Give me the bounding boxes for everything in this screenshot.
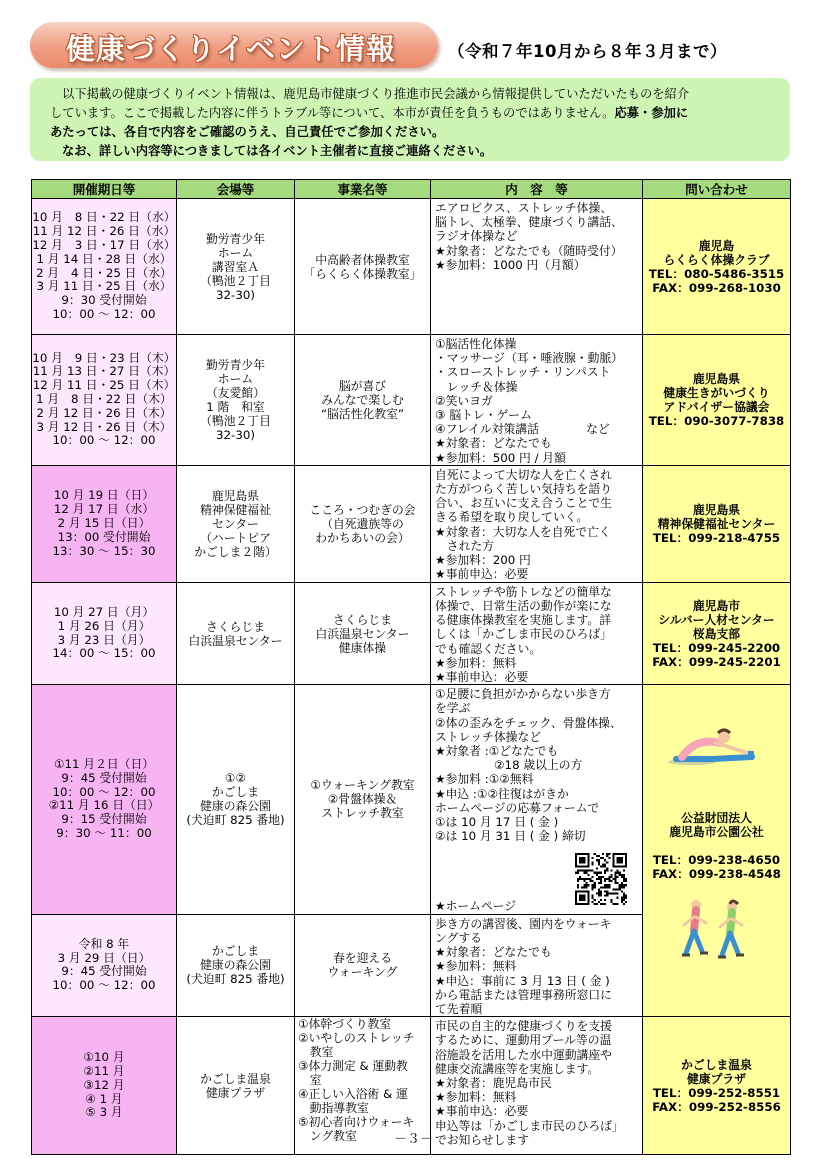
r1-content-line: ④フレイル対策講話 など <box>435 422 610 437</box>
r1-dates-line: 10 月 9 日・23 日（木） <box>32 350 176 365</box>
r5-content-line: 歩き方の講習後、園内をウォーキ <box>435 916 612 931</box>
r6-name-line: ④正しい入浴術 & 運 <box>298 1087 408 1102</box>
r5-dates-line: 3 月 29 日（日） <box>57 950 151 965</box>
r4-dates-line: 9：30 ～ 11：00 <box>56 826 152 841</box>
notice-line-2 <box>50 104 776 123</box>
r5-content-line: ★申込：事前に 3 月 13 日 ( 金 ) <box>435 973 610 988</box>
r0-name-line: 中高齢者体操教室 <box>315 252 410 267</box>
event-name-cell <box>295 465 431 582</box>
contact-cell <box>643 685 791 1017</box>
event-name-cell <box>295 582 431 684</box>
r4-content-line: を学ぶ <box>435 701 471 716</box>
qr-code-icon[interactable] <box>575 853 627 905</box>
r4-content-line: ①は 10 月 17 日 ( 金 ) <box>435 815 559 830</box>
r5-content-line: から電話または管理事務所窓口に <box>435 987 612 1002</box>
r4-content-line: ②18 歳以上の方 <box>435 758 583 773</box>
r1-venue-line: 勤労青少年 <box>206 357 265 372</box>
r2-dates-line: 10 月 19 日（日） <box>53 488 155 503</box>
r1-contact-line: 健康生きがいづくり <box>663 385 770 400</box>
r4-dates-line: 9：15 受付開始 <box>61 812 147 827</box>
header-event-name: 事業名等 <box>295 180 431 199</box>
r3-content-line: しくは「かごしま市民のひろば」 <box>435 627 612 642</box>
r6-content-line: でお知らせします <box>435 1132 530 1147</box>
r1-contact-line: 鹿児島県 <box>692 371 741 386</box>
r3-dates-line: 14：00 ～ 15：00 <box>52 646 156 661</box>
r3-name-line: 白浜温泉センター <box>315 626 410 641</box>
r5-name-line: ウォーキング <box>327 965 398 980</box>
r0-content-line: ★対象者：どなたでも（随時受付） <box>435 243 623 258</box>
r3-name-line: 健康体操 <box>338 640 387 655</box>
r0-dates-line: 3 月 11 日・25 日（水） <box>36 279 172 294</box>
r5-dates-line: 10：00 ～ 12：00 <box>52 978 156 993</box>
r2-contact-line: 鹿児島県 <box>692 502 741 517</box>
r2-dates-line: 13：00 受付開始 <box>57 529 151 544</box>
date-cell <box>32 465 177 582</box>
r0-dates-line: 9：30 受付開始 <box>61 293 147 308</box>
r3-content-line: ストレッチや筋トレなどの簡単な <box>435 584 612 599</box>
title-banner <box>30 22 438 74</box>
r2-content-line: された方 <box>435 538 494 553</box>
r3-contact-line: FAX：099-245-2201 <box>652 654 781 669</box>
venue-cell <box>177 582 295 684</box>
r0-contact-line: TEL：080-5486-3515 <box>648 266 785 281</box>
r1-dates-line: 12 月 11 日・25 日（木） <box>32 378 176 393</box>
r5-content-line: ★対象者：どなたでも <box>435 945 552 960</box>
notice-line-2a: しています。ここで掲載した内容に伴うトラブル等について、本市が責任を負うものではありません。 <box>50 106 615 120</box>
r1-venue-line: 1 階 和室 <box>206 399 265 414</box>
venue-cell <box>177 465 295 582</box>
r2-contact-line: TEL：099-218-4755 <box>652 530 781 545</box>
r4-dates-line: 10：00 ～ 12：00 <box>52 784 156 799</box>
r5-content-line: ★参加料：無料 <box>435 959 517 974</box>
r4-dates-line: 9：45 受付開始 <box>61 770 147 785</box>
r2-contact-line: 精神保健福祉センター <box>657 516 776 531</box>
r6-name-line: ング教室 <box>298 1129 357 1144</box>
date-cell <box>32 582 177 684</box>
r1-content-line: ①脳活性化体操 <box>435 337 517 351</box>
r6-content-line: 健康交流講座等を実施します。 <box>435 1061 600 1076</box>
contact-cell <box>643 582 791 684</box>
r4-content-line: ②は 10 月 31 日 ( 金 ) 締切 <box>435 829 586 844</box>
r1-dates-line: 2 月 12 日・26 日（木） <box>36 405 172 420</box>
header-venue: 会場等 <box>177 180 295 199</box>
r3-dates-line: 3 月 23 日（月） <box>57 632 151 647</box>
r1-dates-line: 1 月 8 日・22 日（木） <box>36 392 172 407</box>
r6-name-line: ②いやしのストレッチ <box>298 1031 415 1046</box>
r6-name-line: 室 <box>298 1073 322 1088</box>
venue-cell <box>177 685 295 914</box>
r4-venue-line: 健康の森公園 <box>200 799 271 814</box>
notice-line-4: なお、詳しい内容等につきましては各イベント主催者に直接ご連絡ください。 <box>62 144 493 158</box>
header-contact: 問い合わせ <box>643 180 791 199</box>
date-cell <box>32 685 177 914</box>
r2-name-line: こころ・つむぎの会 <box>309 502 416 517</box>
walking-figures-icon <box>672 895 762 965</box>
r2-venue-line: センター <box>212 516 259 531</box>
page-number: －３－ <box>393 1132 433 1147</box>
r6-content-line: ★対象者：鹿児島市民 <box>435 1075 552 1090</box>
r6-name-line: 動指導教室 <box>298 1101 369 1116</box>
content-cell <box>431 465 643 582</box>
r0-dates-line: 12 月 3 日・17 日（水） <box>32 237 176 252</box>
r6-name-line: ③体力測定 & 運動教 <box>298 1059 408 1074</box>
table-header-row <box>32 180 791 199</box>
r3-name-line: さくらじま <box>333 612 392 627</box>
r0-content-line: ★参加料：1000 円（月額） <box>435 257 586 272</box>
event-name-cell <box>295 335 431 466</box>
r1-contact-line: TEL：090-3077-7838 <box>648 413 785 428</box>
r1-dates-line: 3 月 12 日・26 日（木） <box>36 419 172 434</box>
notice-line-3: あたっては、各自で内容をご確認のうえ、自己責任でご参加ください。 <box>50 125 445 139</box>
r2-venue-line: 精神保健福祉 <box>200 502 271 517</box>
r6-dates-line: ②11 月 <box>83 1063 125 1078</box>
qr-row <box>435 849 638 905</box>
r0-dates-line: 10：00 ～ 12：00 <box>52 306 156 321</box>
r3-dates-line: 10 月 27 日（月） <box>53 604 155 619</box>
r0-contact-line: らくらく体操クラブ <box>663 252 770 267</box>
r6-dates-line: ③12 月 <box>83 1077 125 1092</box>
r1-content-line: ★対象者：どなたでも <box>435 436 552 451</box>
r6-content-line: 申込等は「かごしま市民のひろば」 <box>435 1118 624 1133</box>
r4-content-line: ★申込 :①②往復はがきか <box>435 786 569 801</box>
r3-contact-line: シルバー人材センター <box>658 612 775 627</box>
r4-content-line: ②体の歪みをチェック、骨盤体操、 <box>435 715 622 730</box>
r2-venue-line: （ハートピア <box>200 530 271 545</box>
date-cell <box>32 199 177 335</box>
r3-content-line: ★事前申込：必要 <box>435 670 529 685</box>
r0-dates-line: 10 月 8 日・22 日（水） <box>32 210 176 225</box>
table-row <box>32 465 791 582</box>
r6-name-line: ⑤初心者向けウォーキ <box>298 1115 415 1130</box>
r4-contact-line: TEL：099-238-4650 <box>652 853 781 868</box>
r3-contact-line: 桜島支部 <box>692 626 741 641</box>
stretching-figure-icon <box>662 707 772 767</box>
r1-venue-line: （鴨池２丁目 <box>200 413 271 428</box>
r3-content-line: る健康体操教室を実施します。詳 <box>435 613 612 628</box>
r4-venue-line: (犬迫町 825 番地) <box>186 813 285 828</box>
event-table <box>31 179 791 1155</box>
header-content: 内 容 等 <box>431 180 643 199</box>
r2-content-line: 合い、お互いに支え合うことで生 <box>435 496 612 511</box>
r6-contact-line: TEL：099-252-8551 <box>652 1085 781 1100</box>
r0-venue-line: 勤労青少年 <box>206 231 265 246</box>
contact-cell <box>643 335 791 466</box>
r1-name-line: みんなで楽しむ <box>321 392 404 407</box>
r6-content-line: ★事前申込：必要 <box>435 1104 529 1119</box>
r6-content-line: ★参加料：無料 <box>435 1090 517 1105</box>
r4-content-line: ★対象者 :①どなたでも <box>435 744 559 759</box>
r6-contact-line: かごしま温泉 <box>681 1057 752 1072</box>
r4-content-line: ホームページの応募フォームで <box>435 800 600 815</box>
r2-dates-line: 12 月 17 日（水） <box>53 502 155 517</box>
r3-venue-line: さくらじま <box>206 619 265 634</box>
venue-cell <box>177 335 295 466</box>
r5-name-line: 春を迎える <box>333 951 392 966</box>
homepage-label: ★ホームページ <box>435 899 517 914</box>
r2-dates-line: 13：30 ～ 15：30 <box>52 543 156 558</box>
r1-content-line: ②笑いヨガ <box>435 393 493 408</box>
r2-content-line: た方がつらく苦しい気持ちを語り <box>435 482 612 497</box>
r3-dates-line: 1 月 26 日（月） <box>57 618 151 633</box>
content-cell <box>431 914 643 1016</box>
content-cell <box>431 685 643 914</box>
r6-contact-line: 健康プラザ <box>687 1071 746 1086</box>
r6-venue-line: かごしま温泉 <box>200 1071 271 1086</box>
notice-line-2b: 応募・参加に <box>614 106 689 120</box>
r3-content-line: ★参加料：無料 <box>435 655 517 670</box>
r6-content-line: するために、運動用プール等の温 <box>435 1033 612 1048</box>
venue-cell <box>177 199 295 335</box>
r3-venue-line: 白浜温泉センター <box>188 633 283 648</box>
r1-content-line: ・マッサージ（耳・唾液腺・動脈） <box>435 351 624 366</box>
r1-name-line: “脳活性化教室” <box>320 406 404 421</box>
table-row <box>32 335 791 466</box>
date-cell <box>32 335 177 466</box>
content-cell <box>431 199 643 335</box>
r1-contact-line: アドバイザー協議会 <box>663 399 770 414</box>
r5-dates-line: 9：45 受付開始 <box>61 964 147 979</box>
r6-venue-line: 健康プラザ <box>206 1085 265 1100</box>
r6-content-line: 浴施設を活用した水中運動講座や <box>435 1047 612 1062</box>
r4-name-line: ストレッチ教室 <box>321 806 404 821</box>
r6-dates-line: ④ 1 月 <box>85 1091 123 1106</box>
r4-content-line: ストレッチ体操など <box>435 729 542 744</box>
r2-content-line: ★事前申込：必要 <box>435 567 529 582</box>
page-title: 健康づくりイベント情報 <box>66 32 397 66</box>
r3-contact-line: 鹿児島市 <box>692 598 741 613</box>
contact-cell <box>643 199 791 335</box>
r1-dates-line: 11 月 13 日・27 日（木） <box>32 364 176 379</box>
contact-cell <box>643 465 791 582</box>
content-cell <box>431 335 643 466</box>
r2-venue-line: かごしま２階） <box>194 544 277 559</box>
r6-contact-line: FAX：099-252-8556 <box>652 1099 781 1114</box>
r0-dates-line: 1 月 14 日・28 日（水） <box>36 251 172 266</box>
r0-venue-line: 32-30) <box>216 287 255 302</box>
event-name-cell <box>295 914 431 1016</box>
r6-name-line: 教室 <box>298 1045 334 1060</box>
r4-name-line: ②骨盤体操＆ <box>327 792 398 807</box>
r6-dates-line: ⑤ 3 月 <box>85 1105 123 1120</box>
r2-venue-line: 鹿児島県 <box>211 488 260 503</box>
r3-content-line: 体操で、日常生活の動作が楽にな <box>435 599 612 614</box>
event-name-cell <box>295 685 431 914</box>
r6-dates-line: ①10 月 <box>83 1050 125 1065</box>
table-row <box>32 582 791 684</box>
r0-venue-line: 講習室Ａ <box>211 259 260 274</box>
r1-venue-line: 32-30) <box>216 427 255 442</box>
table-row <box>32 199 791 335</box>
r0-dates-line: 2 月 4 日・25 日（水） <box>36 265 172 280</box>
venue-cell <box>177 914 295 1016</box>
r1-content-line: レッチ＆体操 <box>435 379 518 394</box>
r0-dates-line: 11 月 12 日・26 日（水） <box>32 224 176 239</box>
r1-content-line: ★参加料：500 円 / 月額 <box>435 450 566 465</box>
r5-venue-line: かごしま <box>211 944 260 959</box>
r4-contact-line <box>643 839 790 853</box>
r2-dates-line: 2 月 15 日（日） <box>57 515 151 530</box>
r0-venue-line: ホーム <box>217 245 254 260</box>
r0-contact-line: FAX：099-268-1030 <box>652 280 781 295</box>
page-subtitle: （令和７年10月から８年３月まで） <box>448 42 727 61</box>
r2-name-line: （自死遺族等の <box>321 516 404 531</box>
r2-name-line: わかちあいの会） <box>315 530 410 545</box>
r2-content-line: ★対象者：大切な人を自死で亡く <box>435 524 611 539</box>
r2-content-line: ★参加料：200 円 <box>435 553 531 568</box>
r1-name-line: 脳が喜び <box>338 378 387 393</box>
r5-content-line: ングする <box>435 930 482 945</box>
r4-venue-line: ①② <box>224 771 247 786</box>
r0-contact-line: 鹿児島 <box>698 238 735 253</box>
r4-contact-line: 公益財団法人 <box>681 811 752 826</box>
r5-content-line: て先着順 <box>435 1001 483 1016</box>
header-date: 開催期日等 <box>32 180 177 199</box>
r5-dates-line: 令和 8 年 <box>78 936 130 951</box>
r4-dates-line: ①11 月２日（日） <box>53 757 155 772</box>
date-cell <box>32 914 177 1016</box>
r6-name-line: ①体幹づくり教室 <box>298 1017 392 1032</box>
r0-venue-line: （鴨池２丁目 <box>200 273 271 288</box>
r1-venue-line: （友愛館） <box>206 385 265 400</box>
content-cell <box>431 582 643 684</box>
notice-box <box>30 78 790 161</box>
r3-content-line: でも確認ください。 <box>435 641 542 656</box>
r3-contact-line: TEL：099-245-2200 <box>652 640 781 655</box>
r4-content-line: ①足腰に負担がかからない歩き方 <box>435 687 611 702</box>
r1-content-line: ・スローストレッチ・リンパスト <box>435 365 611 380</box>
r1-content-line: ③ 脳トレ・ゲーム <box>435 408 532 423</box>
r5-venue-line: (犬迫町 825 番地) <box>186 972 285 987</box>
r4-dates-line: ②11 月 16 日（日） <box>48 798 160 813</box>
r4-venue-line: かごしま <box>211 785 260 800</box>
r0-content-line: 脳トレ、太極拳、健康づくり講話、 <box>435 215 623 230</box>
r2-content-line: 自死によって大切な人を亡くされ <box>435 467 612 482</box>
notice-line-1: 以下掲載の健康づくりイベント情報は、鹿児島市健康づくり推進市民会議から情報提供していただいたものを紹介 <box>62 87 690 101</box>
table-row <box>32 685 791 914</box>
r1-dates-line: 10：00 ～ 12：00 <box>52 433 156 448</box>
r0-name-line: 「らくらく体操教室」 <box>303 266 422 281</box>
r4-contact-line: 鹿児島市公園公社 <box>669 825 764 840</box>
r0-content-line: エアロビクス、ストレッチ体操、 <box>435 201 613 215</box>
r0-content-line: ラジオ体操など <box>435 229 518 244</box>
r4-content-line: ★参加料 :①②無料 <box>435 772 534 787</box>
r4-contact-line: FAX：099-238-4548 <box>652 867 781 882</box>
r2-content-line: きる希望を取り戻していく。 <box>435 510 589 525</box>
r4-name-line: ①ウォーキング教室 <box>310 778 415 793</box>
r1-venue-line: ホーム <box>217 371 254 386</box>
r5-venue-line: 健康の森公園 <box>200 958 271 973</box>
event-name-cell <box>295 199 431 335</box>
r6-content-line: 市民の自主的な健康づくりを支援 <box>435 1019 612 1034</box>
